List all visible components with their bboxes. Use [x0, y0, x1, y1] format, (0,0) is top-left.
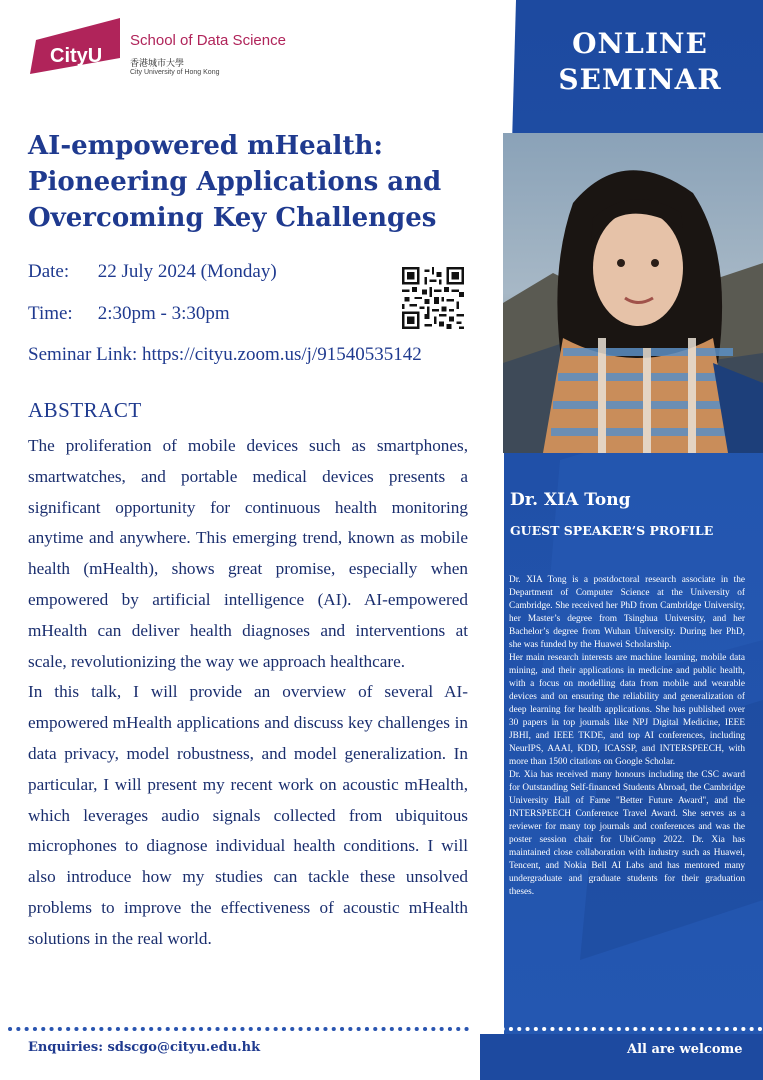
abstract-paragraph-1: The proliferation of mobile devices such as smartphones, smartwatches, and portable medical devices presents a significant opportunity for continuous health monitoring anytime and anywhere. This emerging trend, known as mobile health (mHealth), shows great promise, especially when empowered by artificial intelligence (AI). AI-empowered mHealth can deliver health diagnoses and interventions at scale, revolutionizing the way we approach healthcare. — [28, 436, 468, 671]
bio-paragraph-3: Dr. Xia has received many honours including the CSC award for Outstanding Self-financed Students Abroad, the Cambridge University Hall of Fame "Better Future Award", and the INTERSPEECH Conference Travel Award. She serves as a reviewer for many top journals and conferences and was the poster session chair for UbiComp 2022. Dr. Xia has maintained close collaboration with industry such as Huawei, Tencent, and Nokia Bell AI Labs and has mentored many undergraduate and graduate students for their graduation theses. — [509, 770, 745, 897]
speaker-photo — [503, 133, 763, 453]
date-label: Date: — [28, 261, 70, 282]
cityu-badge-text: CityU — [50, 45, 103, 67]
enquiries-contact[interactable]: Enquiries: sdscgo@cityu.edu.hk — [28, 1040, 261, 1055]
online-seminar-banner — [520, 26, 760, 98]
abstract-paragraph-2: In this talk, I will provide an overview of several AI-empowered mHealth applications and discuss key challenges in data privacy, model robustness, and model generalization. In particular, I will present my recent work on acoustic mHealth, which leverages audio signals collected from ubiquitous microphones to diagnose individual health conditions. I will also introduce how my studies can tackle these unsolved problems to improve the effectiveness of acoustic mHealth solutions in the real world. — [28, 682, 468, 948]
banner-line-1: ONLINE — [572, 27, 708, 60]
seminar-link[interactable]: https://cityu.zoom.us/j/91540535142 — [141, 344, 422, 365]
school-name: School of Data Science — [130, 32, 286, 49]
title-line-2: Pioneering Applications and — [28, 167, 442, 197]
speaker-profile-heading: GUEST SPEAKER’S PROFILE — [510, 523, 714, 538]
abstract-heading: ABSTRACT — [28, 398, 142, 422]
cityu-logo — [30, 18, 286, 80]
all-welcome-text: All are welcome — [627, 1042, 743, 1057]
university-chinese-name: 香港城市大學 — [130, 59, 185, 69]
title-line-3: Overcoming Key Challenges — [28, 203, 437, 233]
time-row — [28, 303, 230, 325]
banner-line-2: SEMINAR — [558, 63, 722, 96]
footer-dotted-divider — [0, 1024, 763, 1034]
link-row — [28, 344, 422, 366]
cityu-badge-icon — [30, 18, 124, 74]
time-label: Time: — [28, 303, 73, 324]
time-value: 2:30pm - 3:30pm — [97, 303, 230, 324]
seminar-title — [28, 128, 488, 236]
date-row — [28, 261, 277, 283]
qr-code-icon[interactable] — [402, 267, 464, 329]
link-label: Seminar Link: — [28, 344, 138, 365]
bio-paragraph-2: Her main research interests are machine learning, mobile data mining, and their applications in medicine and public health, with a focus on modelling data from mobile and wearable devices and on ensuring the reliability and generalization of deep learning for health applications. She has published over 30 papers in top journals like NPJ Digital Medicine, IEEE JBHI, and IEEE TKDE, and top AI conferences, including NeurIPS, AAAI, KDD, ICASSP, and INTERSPEECH, with more than 1500 citations on Google Scholar. — [509, 653, 745, 767]
speaker-bio — [509, 574, 745, 899]
title-line-1: AI-empowered mHealth: — [28, 131, 383, 161]
date-value: 22 July 2024 (Monday) — [97, 261, 277, 282]
university-english-name: City University of Hong Kong — [130, 69, 220, 76]
bio-paragraph-1: Dr. XIA Tong is a postdoctoral research associate in the Department of Computer Science at the University of Cambridge. She received her PhD from Cambridge University, her Master’s degree from Tsinghua University, and her Bachelor’s degree from Wuhan University. During her PhD, she was funded by the Huawei Scholarship. — [509, 575, 745, 650]
abstract-body — [28, 431, 468, 955]
speaker-name: Dr. XIA Tong — [510, 490, 631, 510]
